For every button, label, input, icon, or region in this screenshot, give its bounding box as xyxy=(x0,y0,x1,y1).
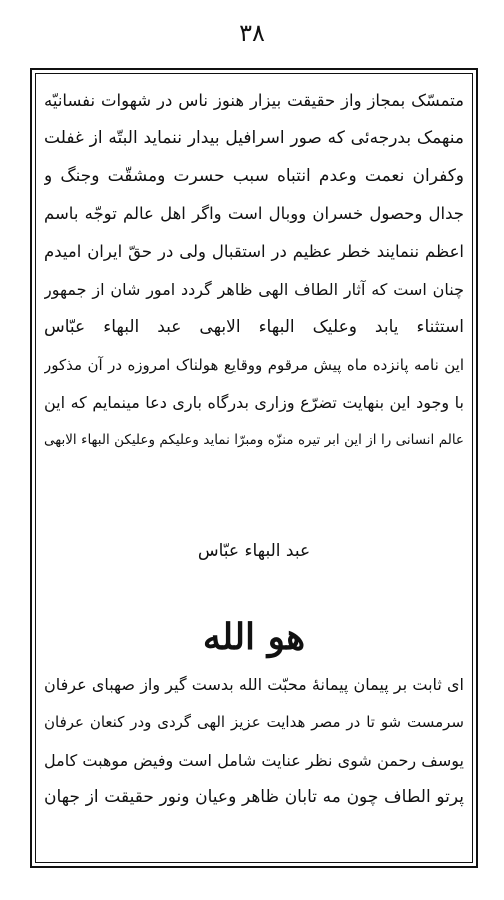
section-heading: هو الله xyxy=(202,616,306,658)
text-line: اعظم ننمایند خطر عظیم در استقبال ولی در حقّ ایران امیدم xyxy=(44,242,464,262)
text-line: متمسّک بمجاز واز حقیقت بیزار هنوز ناس در شهوات نفسانیّه xyxy=(44,91,464,110)
text-line: پرتو الطاف چون مه تابان ظاهر وعیان ونور حقیقت از جهان xyxy=(44,787,464,808)
text-line: منهمک بدرجه‌ئی که صور اسرافیل بیدار ننماید البتّه از غفلت xyxy=(44,127,464,148)
text-line: یوسف رحمن شوی نظر عنایت شامل است وفیض موهبت کامل xyxy=(44,750,464,770)
text-line: با وجود این بنهایت تضرّع وزاری بدرگاه باری دعا مینمایم که این xyxy=(44,393,464,413)
text-line: وکفران نعمت وعدم انتباه سبب حسرت ومشقّت وجنگ و xyxy=(44,165,464,186)
text-line: عالم انسانی را از این ابر تیره منزّه ومبرّا نماید وعلیکم وعلیکن البهاء الابهی xyxy=(44,432,464,449)
text-line: ای ثابت بر پیمان پیمانهٔ محبّت الله بدست گیر واز صهبای عرفان xyxy=(44,675,464,694)
page-number: ٣٨ xyxy=(239,19,265,47)
text-line: استثناء یابد وعلیک البهاء الابهی عبد البهاء عبّاس xyxy=(44,316,464,337)
text-line: سرمست شو تا در مصر هدایت عزیز الهی گردی ودر کنعان عرفان xyxy=(44,712,464,731)
text-line: این نامه پانزده ماه پیش مرقوم ووقایع هولناک امروزه در آن مذکور xyxy=(44,355,464,374)
text-line: چنان است که آثار الطاف الهی ظاهر گردد امور شان از جمهور xyxy=(44,279,464,299)
lower-text-block xyxy=(44,666,464,817)
signature: عبد البهاء عبّاس xyxy=(197,541,311,561)
text-line: جدال وحصول خسران ووبال است واگر اهل عالم توجّه باسم xyxy=(44,204,464,224)
upper-text-block xyxy=(44,82,464,460)
